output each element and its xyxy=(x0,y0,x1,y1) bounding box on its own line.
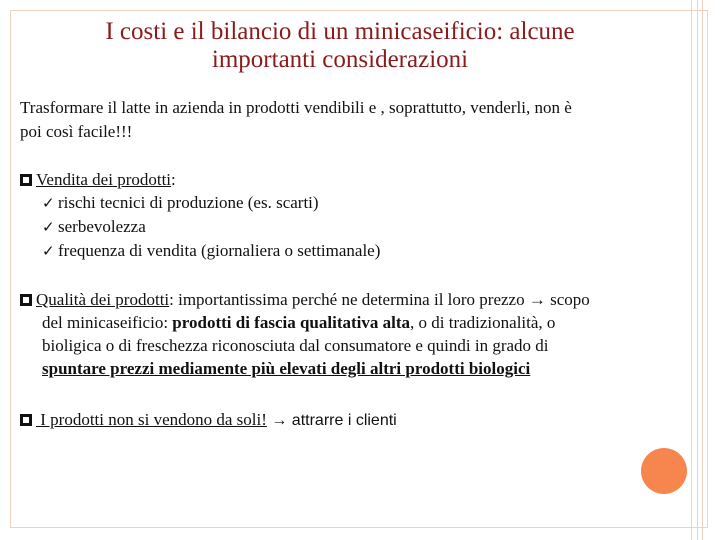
qualita-bold: prodotti di fascia qualitativa alta xyxy=(172,313,410,332)
heading-prodotti: I prodotti non si vendono da soli! xyxy=(36,410,267,429)
checkmark-icon: ✓ xyxy=(42,218,55,236)
section-qualita xyxy=(20,288,690,380)
list-item xyxy=(20,191,690,215)
list-item xyxy=(20,239,690,263)
qualita-line-2 xyxy=(20,311,690,334)
checkmark-icon: ✓ xyxy=(42,194,55,212)
item-text: serbevolezza xyxy=(58,217,146,236)
qualita-text: , o di tradizionalità, o xyxy=(410,313,556,332)
intro-line-1: Trasformare il latte in azienda in prodotti vendibili e , soprattutto, venderli, non è xyxy=(20,98,572,117)
prodotti-tail: → attrarre i clienti xyxy=(266,412,397,429)
checkmark-icon: ✓ xyxy=(42,242,55,260)
heading-vendita: Vendita dei prodotti xyxy=(36,170,172,189)
colon: : xyxy=(171,170,176,189)
frame-line xyxy=(697,0,698,540)
section-prodotti xyxy=(20,408,690,432)
section-heading xyxy=(20,168,690,191)
slide-frame xyxy=(10,10,708,528)
intro-line-2: poi così facile!!! xyxy=(20,122,133,141)
qualita-line-1 xyxy=(20,288,690,311)
square-bullet-icon xyxy=(20,174,32,186)
item-text: frequenza di vendita (giornaliera o settimanale) xyxy=(58,241,381,260)
section-vendita xyxy=(20,168,690,263)
list-item xyxy=(20,215,690,239)
orange-circle-decoration xyxy=(641,448,687,494)
square-bullet-icon xyxy=(20,414,32,426)
title-line-2: importanti considerazioni xyxy=(211,46,469,73)
intro-paragraph xyxy=(20,96,680,144)
slide-title xyxy=(30,18,650,74)
qualita-line-4 xyxy=(20,357,690,380)
qualita-text: : importantissima perché ne determina il loro prezzo → scopo xyxy=(169,290,590,309)
qualita-bold: spuntare prezzi mediamente più elevati degli altri prodotti biologici xyxy=(42,359,531,378)
qualita-line-3: bioligica o di freschezza riconosciuta dal consumatore e quindi in grado di xyxy=(42,336,549,355)
frame-line xyxy=(691,0,692,540)
square-bullet-icon xyxy=(20,294,32,306)
frame-line xyxy=(702,0,703,540)
item-text: rischi tecnici di produzione (es. scarti) xyxy=(58,193,319,212)
heading-qualita: Qualità dei prodotti xyxy=(36,290,170,309)
qualita-text: del minicaseificio: xyxy=(42,313,173,332)
title-line-1: I costi e il bilancio di un minicaseificio: alcune xyxy=(105,18,575,45)
